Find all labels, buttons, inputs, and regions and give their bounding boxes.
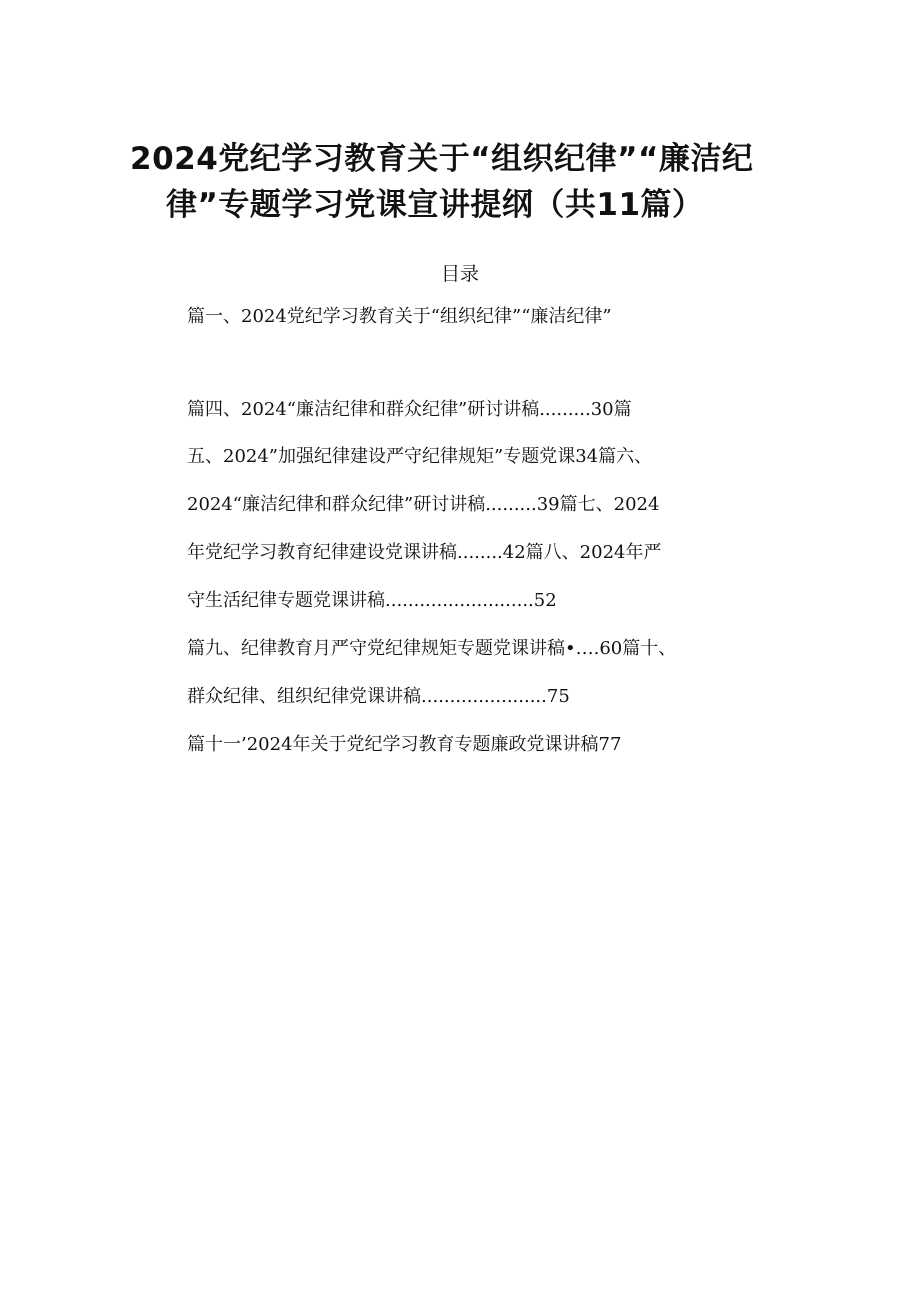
document-title: [130, 136, 800, 228]
toc-line: 五、2024”加强纪律建设严守纪律规矩”专题党课34篇六、: [187, 446, 653, 467]
title-line-2: 律”专题学习党课宣讲提纲（共11篇）: [166, 187, 704, 223]
toc-line: 篇十一’2024年关于党纪学习教育专题廉政党课讲稿77: [187, 734, 622, 755]
toc-line: 2024“廉洁纪律和群众纪律”研讨讲稿.........39篇七、2024: [187, 494, 660, 515]
toc-line: 篇一、2024党纪学习教育关于“组织纪律”“廉洁纪律”: [187, 306, 612, 327]
toc-line: 守生活纪律专题党课讲稿..........................52: [187, 590, 557, 611]
title-line-1: 2024党纪学习教育关于“组织纪律”“廉洁纪: [130, 141, 754, 177]
toc-line: 篇四、2024“廉洁纪律和群众纪律”研讨讲稿.........30篇: [187, 399, 632, 420]
toc-line: 年党纪学习教育纪律建设党课讲稿........42篇八、2024年严: [187, 542, 662, 563]
toc-heading: 目录: [440, 263, 479, 285]
toc-line: 群众纪律、组织纪律党课讲稿......................75: [187, 686, 570, 707]
toc-line: 篇九、纪律教育月严守党纪律规矩专题党课讲稿•….60篇十、: [187, 638, 677, 659]
